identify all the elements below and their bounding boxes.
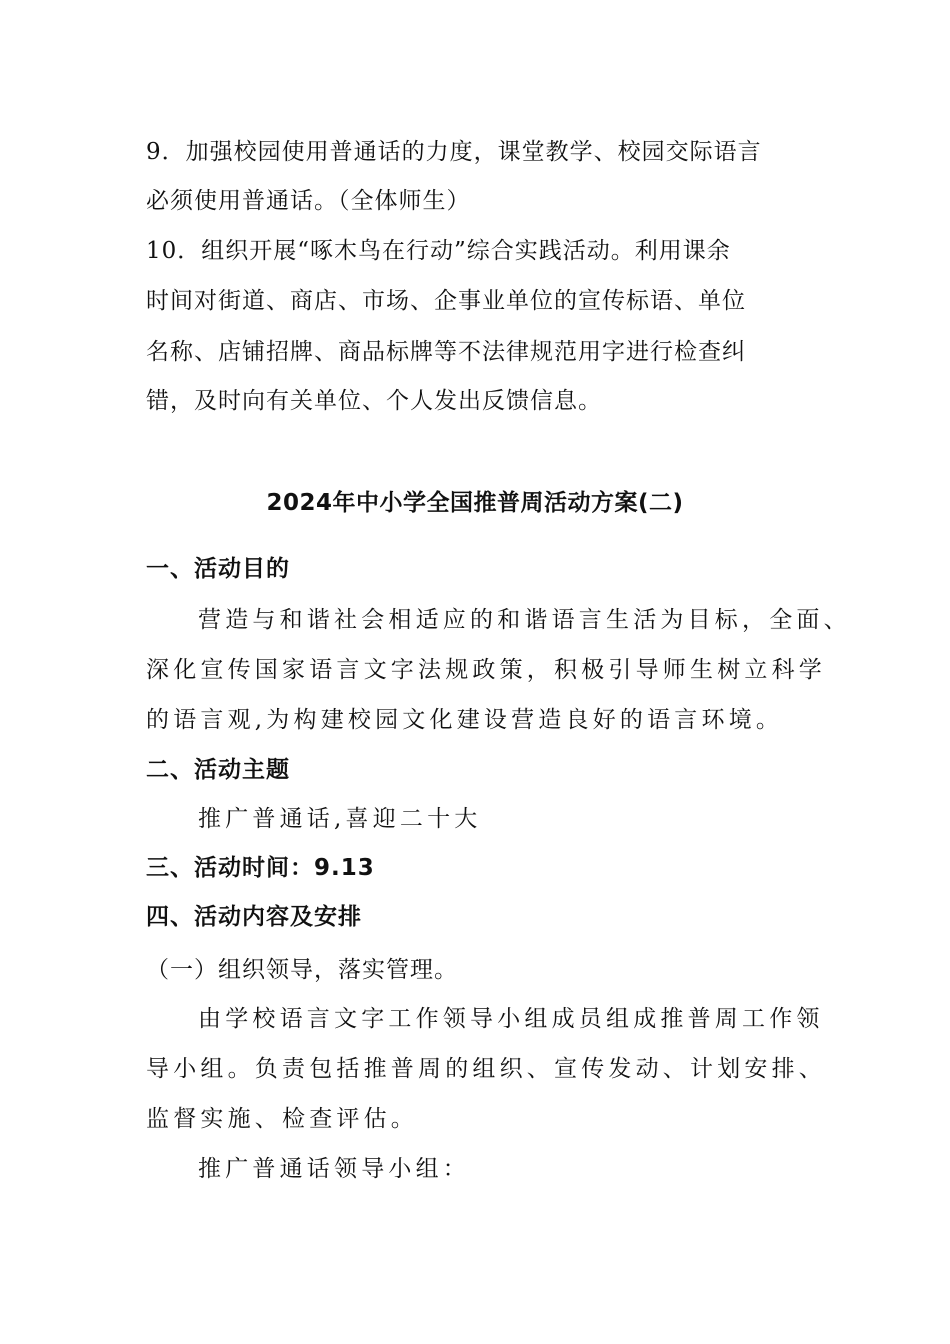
item9-line1: 9．加强校园使用普通话的力度，课堂教学、校园交际语言 bbox=[146, 139, 762, 165]
section1-para-line1: 营造与和谐社会相适应的和谐语言生活为目标，全面、 bbox=[198, 607, 851, 633]
section4-para-line2: 导小组。负责包括推普周的组织、宣传发动、计划安排、 bbox=[146, 1056, 826, 1082]
section1-para-line2: 深化宣传国家语言文字法规政策，积极引导师生树立科学 bbox=[146, 657, 826, 683]
item9-line2: 必须使用普通话。（全体师生） bbox=[146, 188, 471, 214]
section4-para-line3: 监督实施、检查评估。 bbox=[146, 1106, 418, 1132]
item10-line1: 10．组织开展“啄木鸟在行动”综合实践活动。利用课余 bbox=[146, 238, 731, 264]
section3-heading: 三、活动时间：9.13 bbox=[146, 855, 375, 881]
section4-para-line1: 由学校语言文字工作领导小组成员组成推普周工作领 bbox=[198, 1006, 824, 1032]
section2-heading: 二、活动主题 bbox=[146, 757, 290, 783]
section1-heading: 一、活动目的 bbox=[146, 556, 290, 582]
section4-heading: 四、活动内容及安排 bbox=[146, 904, 362, 930]
section4-para2: 推广普通话领导小组： bbox=[198, 1156, 470, 1182]
item10-line4: 错，及时向有关单位、个人发出反馈信息。 bbox=[146, 388, 602, 414]
section2-text: 推广普通话,喜迎二十大 bbox=[198, 806, 482, 832]
item10-line2: 时间对街道、商店、市场、企事业单位的宣传标语、单位 bbox=[146, 288, 746, 314]
section1-para-line3: 的语言观,为构建校园文化建设营造良好的语言环境。 bbox=[146, 707, 784, 733]
item10-line3: 名称、店铺招牌、商品标牌等不法律规范用字进行检查纠 bbox=[146, 339, 746, 365]
document-title: 2024年中小学全国推普周活动方案(二) bbox=[266, 490, 684, 516]
section4-subheading: （一）组织领导，落实管理。 bbox=[146, 957, 458, 983]
